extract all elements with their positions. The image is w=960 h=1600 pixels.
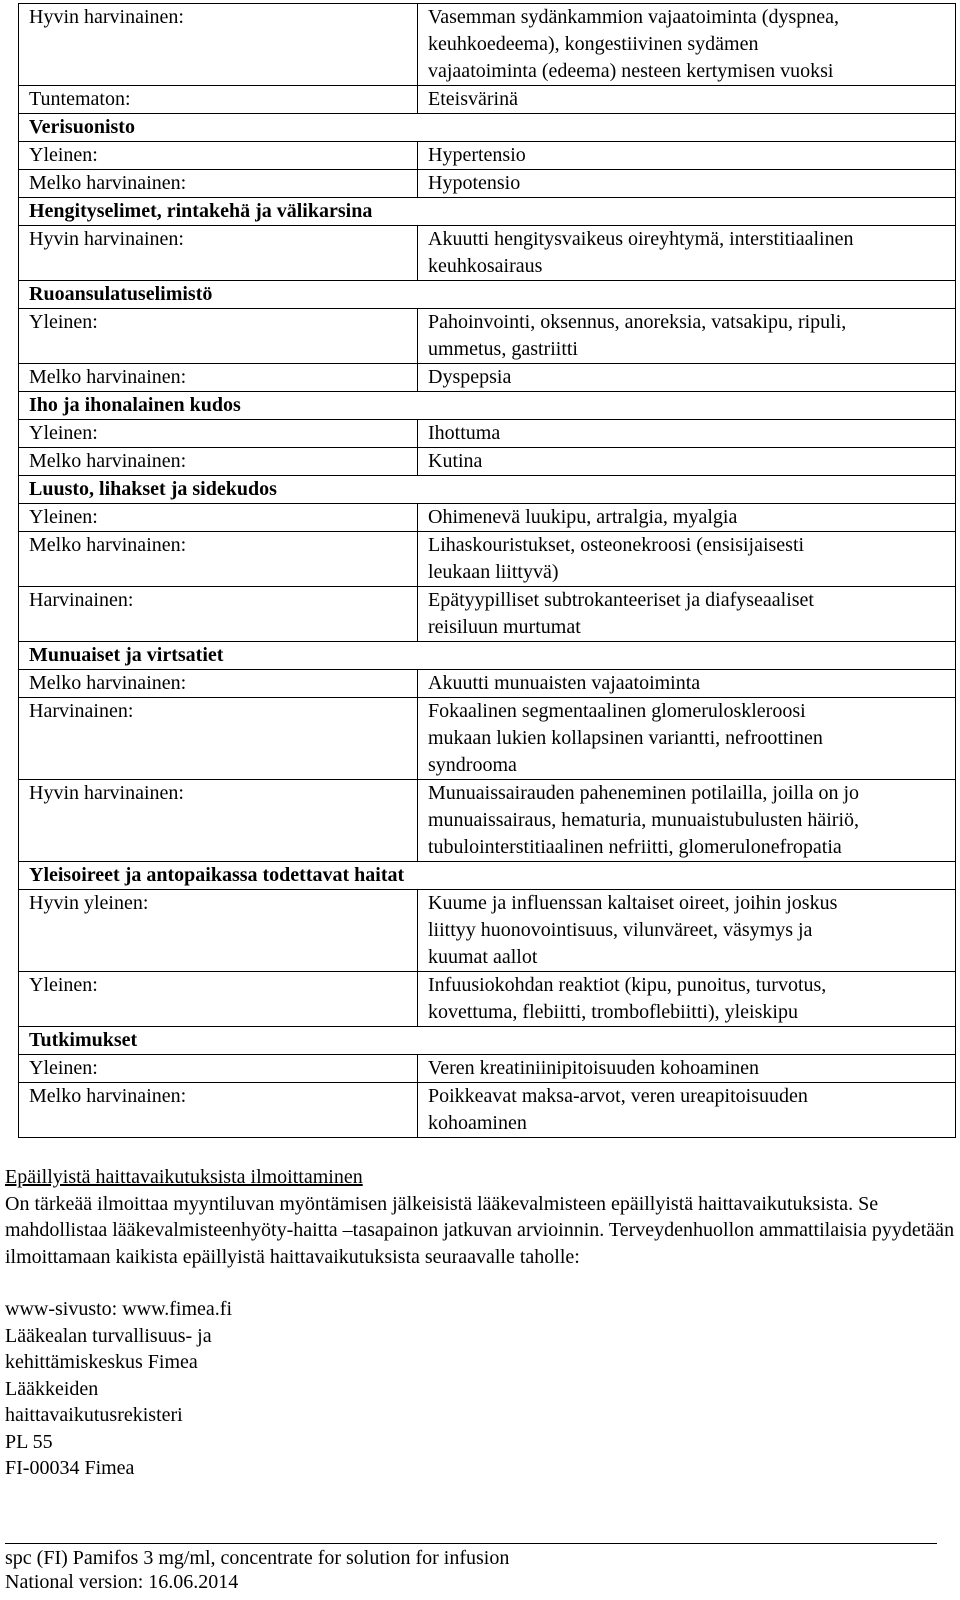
table-row [19, 532, 956, 587]
footer-divider [5, 1543, 937, 1544]
reaction-cell: Epätyypilliset subtrokanteeriset ja diafyseaaliset reisiluun murtumat [418, 587, 956, 642]
section-row [19, 281, 956, 309]
contact-line: PL 55 [5, 1430, 53, 1453]
reporting-heading: Epäillyistä haittavaikutuksista ilmoittaminen [5, 1166, 363, 1188]
table-row [19, 890, 956, 972]
reaction-cell: Dyspepsia [418, 364, 956, 392]
section-row [19, 198, 956, 226]
section-heading: Ruoansulatuselimistö [19, 281, 956, 309]
section-heading: Luusto, lihakset ja sidekudos [19, 476, 956, 504]
frequency-cell: Hyvin harvinainen: [19, 226, 418, 281]
frequency-cell: Melko harvinainen: [19, 170, 418, 198]
frequency-cell: Melko harvinainen: [19, 1083, 418, 1138]
table-row [19, 670, 956, 698]
frequency-cell: Harvinainen: [19, 587, 418, 642]
reaction-cell: Pahoinvointi, oksennus, anoreksia, vatsakipu, ripuli, ummetus, gastriitti [418, 309, 956, 364]
frequency-cell: Yleinen: [19, 309, 418, 364]
reaction-cell: Fokaalinen segmentaalinen glomeruloskleroosi mukaan lukien kollapsinen variantti, nefroottinen syndrooma [418, 698, 956, 780]
reaction-cell: Lihaskouristukset, osteonekroosi (ensisijaisesti leukaan liittyvä) [418, 532, 956, 587]
contact-address-block [5, 1296, 955, 1482]
contact-line-website: www-sivusto: www.fimea.fi [5, 1298, 233, 1320]
reaction-cell: Kuume ja influenssan kaltaiset oireet, joihin joskus liittyy huonovointisuus, vilunväreet, väsymys ja kuumat aallot [418, 890, 956, 972]
table-row [19, 364, 956, 392]
frequency-cell: Yleinen: [19, 972, 418, 1027]
section-heading: Munuaiset ja virtsatiet [19, 642, 956, 670]
frequency-cell: Harvinainen: [19, 698, 418, 780]
table-row [19, 420, 956, 448]
contact-line: kehittämiskeskus Fimea [5, 1351, 198, 1373]
section-row [19, 392, 956, 420]
contact-line: haittavaikutusrekisteri [5, 1404, 183, 1426]
contact-line: FI-00034 Fimea [5, 1457, 135, 1479]
frequency-cell: Hyvin harvinainen: [19, 780, 418, 862]
section-row [19, 862, 956, 890]
section-heading: Verisuonisto [19, 114, 956, 142]
section-row [19, 1027, 956, 1055]
section-heading: Iho ja ihonalainen kudos [19, 392, 956, 420]
reaction-cell: Akuutti hengitysvaikeus oireyhtymä, interstitiaalinen keuhkosairaus [418, 226, 956, 281]
table-row [19, 1083, 956, 1138]
frequency-cell: Hyvin harvinainen: [19, 4, 418, 86]
contact-line: Lääkealan turvallisuus- ja [5, 1324, 212, 1347]
section-row [19, 476, 956, 504]
reaction-cell: Eteisvärinä [418, 86, 956, 114]
reaction-cell: Ohimenevä luukipu, artralgia, myalgia [418, 504, 956, 532]
table-row [19, 226, 956, 281]
reaction-cell: Munuaissairauden paheneminen potilailla, joilla on jo munuaissairaus, hematuria, munuaistubulusten häiriö, tubulointerstitiaalinen nefriitti, glomerulonefropatia [418, 780, 956, 862]
reaction-cell: Poikkeavat maksa-arvot, veren ureapitoisuuden kohoaminen [418, 1083, 956, 1138]
adverse-reactions-table-body [19, 4, 956, 1138]
page-footer [5, 1546, 509, 1594]
table-row [19, 698, 956, 780]
frequency-cell: Melko harvinainen: [19, 532, 418, 587]
table-row [19, 1055, 956, 1083]
adverse-reaction-reporting-section [5, 1164, 955, 1482]
reaction-cell: Veren kreatiniinipitoisuuden kohoaminen [418, 1055, 956, 1083]
frequency-cell: Yleinen: [19, 504, 418, 532]
frequency-cell: Yleinen: [19, 142, 418, 170]
reaction-cell: Akuutti munuaisten vajaatoiminta [418, 670, 956, 698]
table-row [19, 4, 956, 86]
contact-line: Lääkkeiden [5, 1377, 99, 1400]
reaction-cell: Vasemman sydänkammion vajaatoiminta (dyspnea, keuhkoedeema), kongestiivinen sydämen vajaatoiminta (edeema) nesteen kertymisen vuoksi [418, 4, 956, 86]
frequency-cell: Melko harvinainen: [19, 448, 418, 476]
section-heading: Tutkimukset [19, 1027, 956, 1055]
footer-version-line: National version: 16.06.2014 [5, 1571, 239, 1593]
table-row [19, 170, 956, 198]
reaction-cell: Hypotensio [418, 170, 956, 198]
table-row [19, 780, 956, 862]
frequency-cell: Yleinen: [19, 420, 418, 448]
footer-product-line: spc (FI) Pamifos 3 mg/ml, concentrate for solution for infusion [5, 1547, 510, 1569]
table-row [19, 972, 956, 1027]
reaction-cell: Infuusiokohdan reaktiot (kipu, punoitus, turvotus, kovettuma, flebiitti, tromboflebiitti), yleiskipu [418, 972, 956, 1027]
table-row [19, 504, 956, 532]
frequency-cell: Yleinen: [19, 1055, 418, 1083]
table-row [19, 448, 956, 476]
frequency-cell: Melko harvinainen: [19, 364, 418, 392]
reaction-cell: Hypertensio [418, 142, 956, 170]
table-row [19, 587, 956, 642]
reaction-cell: Kutina [418, 448, 956, 476]
reaction-cell: Ihottuma [418, 420, 956, 448]
adverse-reactions-table [18, 3, 956, 1138]
section-heading: Hengityselimet, rintakehä ja välikarsina [19, 198, 956, 226]
frequency-cell: Tuntematon: [19, 86, 418, 114]
section-row [19, 642, 956, 670]
table-row [19, 309, 956, 364]
section-heading: Yleisoireet ja antopaikassa todettavat haitat [19, 862, 956, 890]
reporting-paragraph: On tärkeää ilmoittaa myyntiluvan myöntämisen jälkeisistä lääkevalmisteen epäillyistä haittavaikutuksista. Se mahdollistaa lääkevalmisteenhyöty-haitta –tasapainon jatkuvan arvioinnin. Terveydenhuollon ammattilaisia pyydetään ilmoittamaan kaikista epäillyistä haittavaikutuksista seuraavalle taholle: [5, 1192, 955, 1268]
frequency-cell: Melko harvinainen: [19, 670, 418, 698]
section-row [19, 114, 956, 142]
table-row [19, 142, 956, 170]
table-row [19, 86, 956, 114]
frequency-cell: Hyvin yleinen: [19, 890, 418, 972]
